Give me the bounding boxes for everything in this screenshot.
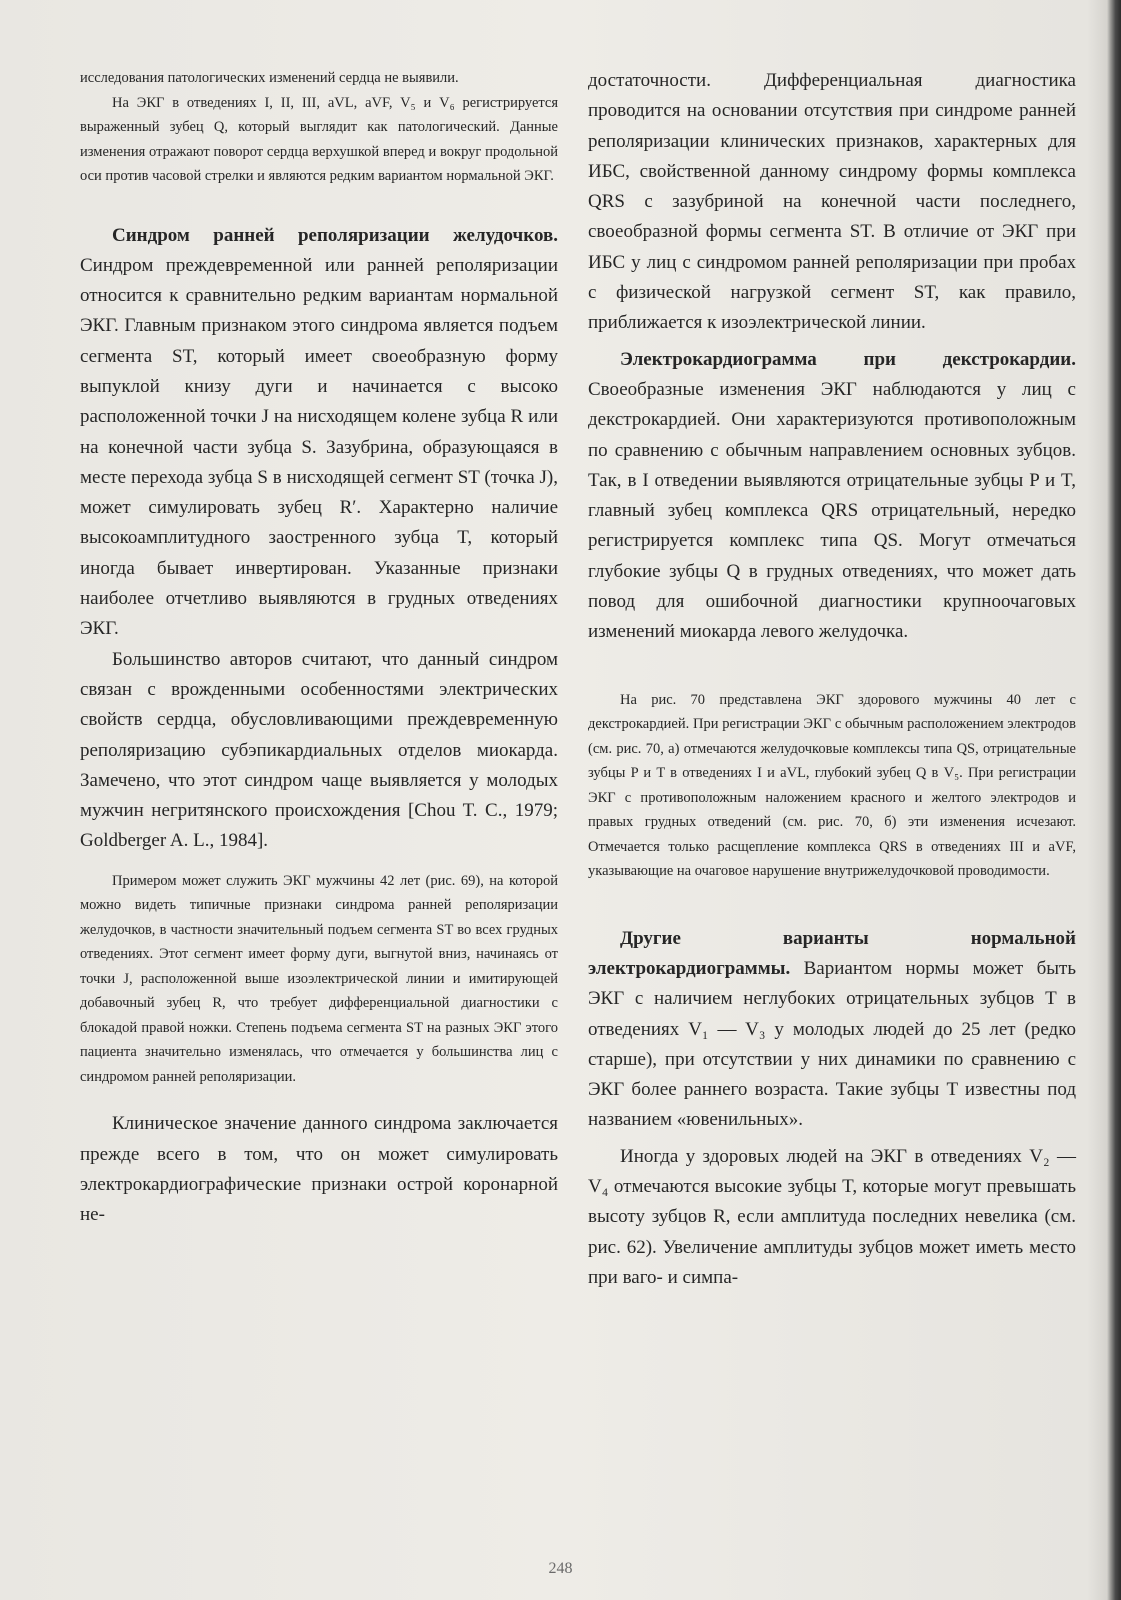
paragraph: исследования патологических изменений сердца не выявили.	[80, 70, 459, 86]
right-column	[588, 66, 1076, 1293]
paragraph: Клиническое значение данного синдрома заключается прежде всего в том, что он может симулировать электрокардиографические признаки острой коронарной не-	[80, 1113, 558, 1226]
paragraph: Иногда у здоровых людей на ЭКГ в отведениях V₂ — V₄ отмечаются высокие зубцы T, которые могут превышать высоту зубцов R, если амплитуда последних невелика (см. рис. 62). Увеличение амплитуды зубцов может иметь место при ваго- и симпа-	[588, 1145, 1076, 1288]
paragraph: достаточности. Дифференциальная диагностика проводится на основании отсутствия при синдроме ранней реполяризации клинических признаков, характерных для ИБС, свойственной данному синдрому формы комплекса QRS с зазубриной на конечной части последнего, своеобразной формы сегмента ST. В отличие от ЭКГ при ИБС у лиц с синдромом ранней реполяризации при пробах с физической нагрузкой сегмент ST, как правило, приближается к изоэлектрической линии.	[588, 70, 1076, 334]
page-number: 248	[548, 1560, 573, 1577]
section-heading: Другие варианты нормальной электрокардиограммы.	[588, 927, 1076, 979]
paragraph: Синдром ранней реполяризации желудочков. Синдром преждевременной или ранней реполяризации относится к сравнительно редким вариантам нормальной ЭКГ. Главным признаком этого синдрома является подъем сегмента ST, который имеет своеобразную форму выпуклой книзу дуги и начинается с высоко расположенной точки J на нисходящем колене зубца R или на конечной части зубца S. Зазубрина, образующаяся в месте перехода зубца S в нисходящей сегмент ST (точка J), может симулировать зубец R′. Характерно наличие высокоамплитудного заостренного зубца T, который иногда бывает инвертирован. Указанные признаки наиболее отчетливо выявляются в грудных отведениях ЭКГ.	[80, 224, 558, 640]
paragraph: Примером может служить ЭКГ мужчины 42 лет (рис. 69), на которой можно видеть типичные признаки синдрома ранней реполяризации желудочков, в частности значительный подъем сегмента ST во всех грудных отведениях. Этот сегмент имеет форму дуги, выгнутой вниз, начинаясь от точки J, расположенной выше изоэлектрической линии и имитирующей добавочный зубец R, что требует дифференциальной диагностики с блокадой правой ножки. Степень подъема сегмента ST на разных ЭКГ этого пациента значительно изменялась, что отмечается у большинства лиц с синдромом ранней реполяризации.	[80, 872, 558, 1085]
section-heading: Электрокардиограмма при декстрокардии.	[620, 348, 1076, 370]
paragraph: Другие варианты нормальной электрокардиограммы. Вариантом нормы может быть ЭКГ с наличием неглубоких отрицательных зубцов T в отведениях V₁ — V₃ у молодых людей до 25 лет (редко старше), при отсутствии у них динамики по сравнению с ЭКГ более раннего возраста. Такие зубцы T известны под названием «ювенильных».	[588, 927, 1076, 1131]
left-column	[80, 66, 558, 1230]
paragraph: Большинство авторов считают, что данный синдром связан с врожденными особенностями электрических свойств сердца, обусловливающими преждевременную реполяризацию субэпикардиальных отделов миокарда. Замечено, что этот синдром чаще выявляется у молодых мужчин негритянского происхождения [Chou T. C., 1979; Goldberger A. L., 1984].	[80, 648, 558, 852]
paragraph: Электрокардиограмма при декстрокардии. Своеобразные изменения ЭКГ наблюдаются у лиц с декстрокардией. Они характеризуются противоположным по сравнению с обычным направлением основных зубцов. Так, в I отведении выявляются отрицательные зубцы P и T, главный зубец комплекса QRS отрицательный, нередко регистрируется комплекс типа QS. Могут отмечаться глубокие зубцы Q в грудных отведениях, что может дать повод для ошибочной диагностики крупноочаговых изменений миокарда левого желудочка.	[588, 348, 1076, 643]
paragraph: На ЭКГ в отведениях I, II, III, aVL, aVF, V₅ и V₆ регистрируется выраженный зубец Q, который выглядит как патологический. Данные изменения отражают поворот сердца верхушкой вперед и вокруг продольной оси против часовой стрелки и являются редким вариантом нормальной ЭКГ.	[80, 94, 558, 184]
paragraph: На рис. 70 представлена ЭКГ здорового мужчины 40 лет с декстрокардией. При регистрации ЭКГ с обычным расположением электродов (см. рис. 70, а) отмечаются желудочковые комплексы типа QS, отрицательные зубцы P и T в отведениях I и aVL, глубокий зубец Q в V₅. При регистрации ЭКГ с противоположным наложением красного и желтого электродов и правых грудных отведений (см. рис. 70, б) эти изменения исчезают. Отмечается только расщепление комплекса QRS в отведениях III и aVF, указывающие на очаговое нарушение внутрижелудочковой проводимости.	[588, 691, 1076, 880]
section-heading: Синдром ранней реполяризации желудочков.	[112, 224, 558, 246]
page-edge-shadow	[1107, 0, 1121, 1600]
